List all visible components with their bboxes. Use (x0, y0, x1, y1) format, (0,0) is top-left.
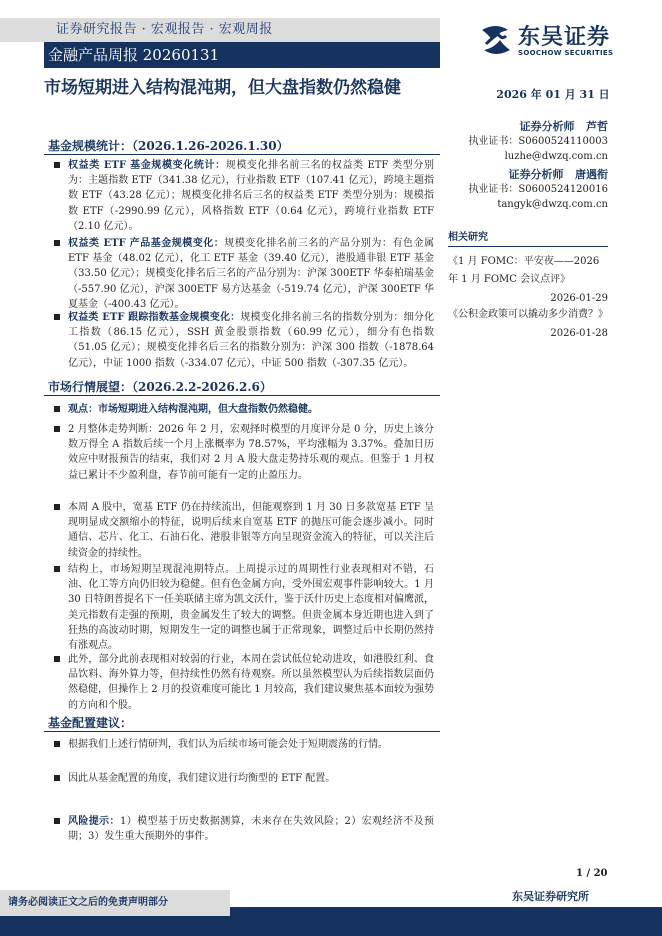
page-title: 市场短期进入结构混沌期，但大盘指数仍然稳健 (44, 78, 401, 98)
company-logo (478, 20, 628, 64)
analyst-2-email: tangyk@dwzq.com.cn (497, 199, 608, 210)
analyst-1-role: 证券分析师 (519, 120, 575, 133)
bullet-square-icon (54, 240, 60, 246)
bullet-square-icon (54, 566, 60, 572)
bullet-text: 规模变化排名前三名的指数分别为：细分化工指数（86.15 亿元），SSH 黄金股票指数（60.99 亿元），细分有色指数（51.05 亿元）；规模变化排名后三名的指数分别为：沪深 300 指数（-1878.64 亿元），中证 1000 指数（-334.07 亿元），中证 500 指数（-307.35 亿元）。 (68, 312, 434, 369)
related-item-2[interactable]: 《公积金政策可以撬动多少消费？》 (448, 309, 608, 320)
section-heading-market-outlook: 市场行情展望：（2026.2.2-2026.2.6） (48, 380, 272, 394)
bullet-outlook-view (54, 402, 434, 417)
logo-name-cn: 东吴证券 (518, 25, 611, 50)
related-item-1-date: 2026-01-29 (550, 293, 608, 304)
bullet-lead: 权益类 ETF 产品基金规模变化： (68, 238, 225, 249)
bullet-square-icon (54, 314, 60, 320)
bullet-text: 本周 A 股中，宽基 ETF 仍在持续流出，但能观察到 1 月 30 日多款宽基 ETF 呈现明显成交额缩小的特征，说明后续来自宽基 ETF 的抛压可能会逐步减小。同时通信、芯片、化工、石油石化、港股非银等方向呈现资金流入的特征，可以关注后续资金的持续性。 (68, 502, 434, 559)
report-date: 2026 年 01 月 31 日 (496, 88, 610, 101)
bullet-text: 因此从基金配置的角度，我们建议进行均衡型的 ETF 配置。 (68, 773, 336, 784)
bullet-square-icon (54, 406, 60, 412)
bullet-text: 根据我们上述行情研判，我们认为后续市场可能会处于短期震荡的行情。 (68, 739, 388, 750)
analyst-1-email: luzhe@dwzq.com.cn (504, 151, 608, 162)
risk-lead: 风险提示： (68, 816, 120, 827)
bullet-fund-scale-2 (54, 236, 434, 312)
bullet-fund-scale-3 (54, 310, 434, 371)
related-research-title: 相关研究 (448, 232, 488, 243)
section-heading-fund-scale: 基金规模统计：（2026.1.26-2026.1.30） (48, 139, 289, 153)
bullet-lead: 观点：市场短期进入结构混沌期，但大盘指数仍然稳健。 (68, 404, 318, 415)
bullet-outlook-3 (54, 500, 434, 561)
bullet-text: 结构上，市场短期呈现混沌期特点。上周提示过的周期性行业表现相对不错，石油、化工等方向仍旧较为稳健。但有色金属方向，受外围宏观事件影响较大。1 月 30 日特朗普提名下一任美联储主席为凯文沃什，鉴于沃什历史上态度相对偏鹰派，美元指数有走强的预期，贵金属发生了较大的调整。但贵金属本身近期也进入到了狂热的高波动时期，短期发生一定的调整也属于正常现象，调整过后中长期仍然持有涨观点。 (68, 564, 434, 652)
analyst-1-title (448, 118, 608, 134)
bullet-square-icon (54, 162, 60, 168)
bullet-outlook-2 (54, 422, 434, 483)
analyst-2-cert: 执业证书：S0600524120016 (468, 184, 608, 195)
section-heading-allocation: 基金配置建议： (48, 716, 133, 730)
bullet-square-icon (54, 504, 60, 510)
related-divider (448, 246, 608, 247)
section-divider-3 (44, 731, 440, 732)
bullet-text: 此外，部分此前表现相对较弱的行业，本周在尝试低位轮动进攻，如港股红利、食品饮料、海外算力等，但持续性仍然有待观察。所以虽然模型认为后续指数层面仍然稳健，但操作上 2 月的投资难度可能比 1 月较高，我们建议聚焦基本面较为强势的方向和个股。 (68, 654, 434, 711)
bullet-outlook-5 (54, 652, 434, 713)
bullet-text: 规模变化排名前三名的产品分别为：有色金属 ETF 基金（48.02 亿元），化工 ETF 基金（39.40 亿元），港股通非银 ETF 基金（33.50 亿元）；规模变化排名后三名的产品分别为：沪深 300ETF 华泰柏瑞基金（-557.90 亿元），沪深 300ETF 易方达基金（-519.74 亿元），沪深 300ETF 华夏基金（-400.43 亿元）。 (68, 238, 434, 310)
bullet-allocation-1 (54, 737, 434, 752)
report-category: 证券研究报告 · 宏观报告 · 宏观周报 (0, 18, 440, 42)
related-research (448, 228, 608, 339)
page-number: 1 / 20 (576, 868, 608, 879)
bullet-square-icon (54, 741, 60, 747)
analyst-2-title (448, 166, 608, 182)
bullet-outlook-4 (54, 562, 434, 653)
bullet-square-icon (54, 775, 60, 781)
bullet-text: 规模变化排名前三名的权益类 ETF 类型分别为：主题指数 ETF（341.38 亿元），行业指数 ETF（107.41 亿元），跨境主题指数 ETF（43.28 亿元）；规模变化排名后三名的权益类 ETF 类型分别为：规模指数 ETF（-2990.99 亿元），风格指数 ETF（0.64 亿元），跨境行业指数 ETF（2.10 亿元）。 (68, 160, 434, 232)
bullet-lead: 权益类 ETF 基金规模变化统计： (68, 160, 226, 171)
related-item-2-date: 2026-01-28 (550, 328, 608, 339)
analyst-block-2 (448, 166, 608, 212)
bullet-fund-scale-1 (54, 158, 434, 234)
analyst-1-cert: 执业证书：S0600524110003 (468, 136, 608, 147)
bullet-risk (54, 814, 434, 844)
related-item-1[interactable]: 《1 月 FOMC：平安夜——2026 年 1 月 FOMC 会议点评》 (448, 256, 600, 285)
bullet-square-icon (54, 426, 60, 432)
risk-text: 1）模型基于历史数据测算，未来存在失效风险；2）宏观经济不及预期；3）发生重大预期外的事件。 (68, 816, 434, 843)
bullet-text: 2 月整体走势判断：2026 年 2 月，宏观择时模型的月度评分是 0 分，历史上该分数万得全 A 指数后续一个月上涨概率为 78.57%，平均涨幅为 3.37%。叠加日历效应中财报预告的结束，我们对 2 月 A 股大盘走势持乐观的观点。但鉴于 1 月权益已累计不少盈利盘，春节前可能有一定的止盈压力。 (68, 424, 434, 481)
logo-name-en: SOOCHOW SECURITIES (518, 49, 614, 57)
report-name: 金融产品周报 20260131 (44, 42, 440, 68)
footer-institute: 东吴证券研究所 (512, 890, 589, 903)
analyst-block-1 (448, 118, 608, 164)
analyst-2-name: 唐遇衔 (575, 168, 608, 181)
bullet-allocation-2 (54, 771, 434, 786)
section-divider-2 (44, 395, 440, 396)
section-divider-1 (44, 154, 440, 155)
bullet-lead: 权益类 ETF 跟踪指数基金规模变化： (68, 312, 241, 323)
footer-disclaimer[interactable]: 请务必阅读正文之后的免责声明部分 (0, 890, 230, 916)
analyst-2-role: 证券分析师 (508, 168, 564, 181)
analyst-1-name: 芦哲 (586, 120, 608, 133)
bullet-square-icon (54, 818, 60, 824)
logo-mark-icon (478, 20, 514, 60)
bullet-square-icon (54, 656, 60, 662)
